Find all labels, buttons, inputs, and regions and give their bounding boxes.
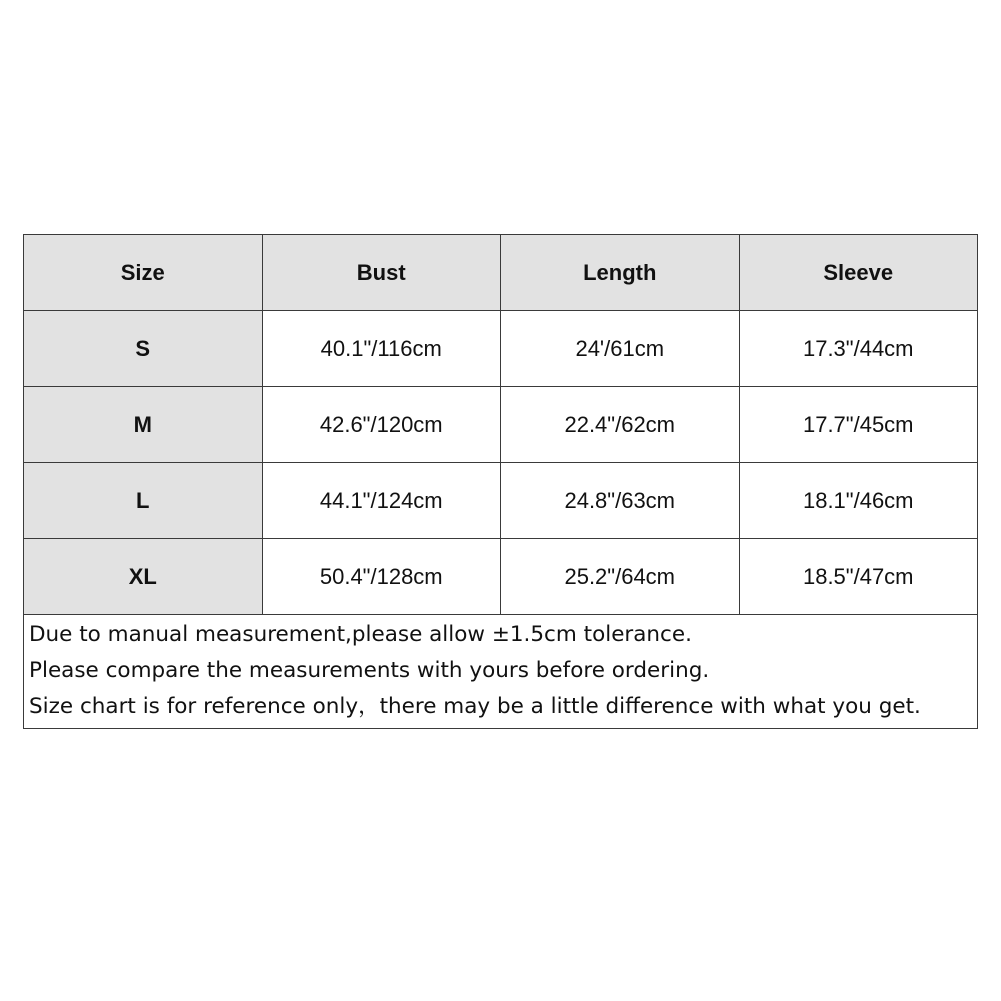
bust-cell: 42.6"/120cm bbox=[262, 387, 501, 463]
table-row bbox=[24, 463, 978, 539]
header-sleeve: Sleeve bbox=[739, 235, 978, 311]
sleeve-cell: 18.5"/47cm bbox=[739, 539, 978, 615]
header-size: Size bbox=[24, 235, 263, 311]
note-line-reference: Size chart is for reference only，there may be a little difference with what you get. bbox=[29, 694, 921, 719]
table-row bbox=[24, 387, 978, 463]
length-cell: 25.2"/64cm bbox=[501, 539, 740, 615]
sleeve-cell: 17.7"/45cm bbox=[739, 387, 978, 463]
notes-cell bbox=[24, 615, 978, 729]
notes-row bbox=[24, 615, 978, 729]
length-cell: 24.8"/63cm bbox=[501, 463, 740, 539]
header-length: Length bbox=[501, 235, 740, 311]
size-cell: L bbox=[24, 463, 263, 539]
size-cell: S bbox=[24, 311, 263, 387]
table-header-row bbox=[24, 235, 978, 311]
size-chart-table bbox=[23, 234, 978, 729]
sleeve-cell: 17.3"/44cm bbox=[739, 311, 978, 387]
note-line-tolerance: Due to manual measurement,please allow ±1.5cm tolerance. bbox=[29, 622, 692, 647]
table-row bbox=[24, 539, 978, 615]
length-cell: 24'/61cm bbox=[501, 311, 740, 387]
sleeve-cell: 18.1"/46cm bbox=[739, 463, 978, 539]
table-row bbox=[24, 311, 978, 387]
bust-cell: 40.1"/116cm bbox=[262, 311, 501, 387]
bust-cell: 50.4"/128cm bbox=[262, 539, 501, 615]
bust-cell: 44.1"/124cm bbox=[262, 463, 501, 539]
length-cell: 22.4"/62cm bbox=[501, 387, 740, 463]
size-cell: XL bbox=[24, 539, 263, 615]
note-line-compare: Please compare the measurements with yours before ordering. bbox=[29, 658, 710, 683]
size-cell: M bbox=[24, 387, 263, 463]
header-bust: Bust bbox=[262, 235, 501, 311]
